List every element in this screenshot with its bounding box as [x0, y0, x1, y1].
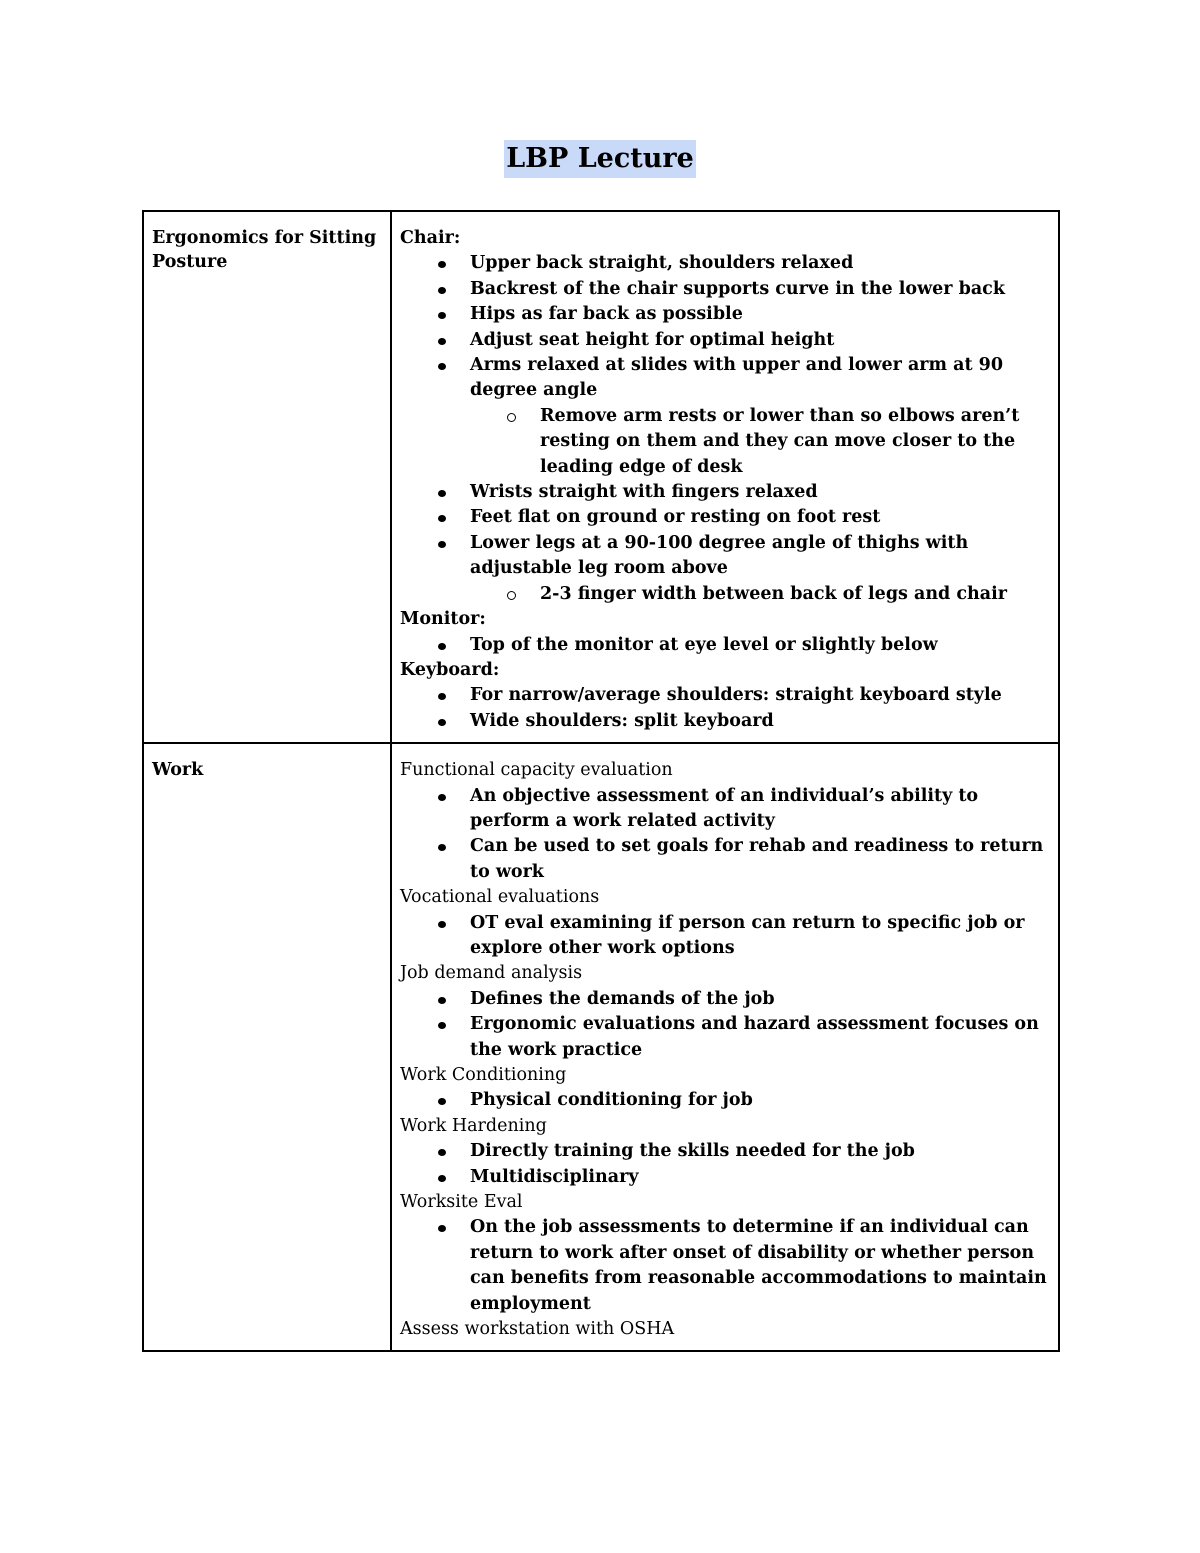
list-item-text: Wide shoulders: split keyboard — [470, 710, 774, 731]
page-title: LBP Lecture — [504, 140, 696, 178]
list-item — [400, 784, 1050, 835]
list-item-text: Physical conditioning for job — [470, 1090, 753, 1111]
list-item-text: Arms relaxed at slides with upper and lower arm at 90 degree angle — [470, 355, 1003, 401]
list-item — [400, 480, 1050, 505]
list-item — [400, 277, 1050, 302]
content-cell — [391, 743, 1059, 1351]
list-item-text: Upper back straight, shoulders relaxed — [470, 253, 854, 274]
list-item-text: Feet flat on ground or resting on foot rest — [470, 507, 881, 528]
section-heading: Functional capacity evaluation — [400, 760, 673, 781]
list-item — [400, 531, 1050, 607]
table-row — [143, 743, 1059, 1351]
topic-cell: Ergonomics for Sitting Posture — [143, 211, 391, 743]
list-item — [400, 353, 1050, 480]
list-item-text: For narrow/average shoulders: straight keyboard style — [470, 685, 1002, 706]
list-item-text: Adjust seat height for optimal height — [470, 329, 835, 350]
bullet-list — [400, 683, 1050, 734]
list-item — [400, 1139, 1050, 1164]
list-item — [400, 633, 1050, 658]
section-heading: Job demand analysis — [400, 963, 583, 984]
list-item — [400, 1088, 1050, 1113]
section-heading: Work Conditioning — [400, 1065, 567, 1085]
content-cell — [391, 211, 1059, 743]
list-item-text: Defines the demands of the job — [470, 988, 775, 1009]
bullet-list — [400, 987, 1050, 1063]
list-item-text: Directly training the skills needed for the job — [470, 1141, 915, 1162]
bullet-list — [400, 633, 1050, 658]
notes-table — [142, 210, 1060, 1352]
list-item-text: Multidisciplinary — [470, 1166, 639, 1187]
list-item-text: OT eval examining if person can return to specific job or explore other work options — [470, 912, 1025, 958]
section-heading: Monitor: — [400, 609, 486, 630]
list-item — [400, 987, 1050, 1012]
list-item — [400, 505, 1050, 530]
bullet-list — [400, 251, 1050, 607]
list-item — [400, 1165, 1050, 1190]
sub-bullet-list — [470, 582, 1050, 607]
list-item — [400, 834, 1050, 885]
sub-list-item: 2-3 finger width between back of legs and chair — [470, 582, 1050, 607]
list-item-text: Wrists straight with fingers relaxed — [470, 482, 818, 503]
section-heading: Vocational evaluations — [400, 887, 600, 908]
list-item — [400, 328, 1050, 353]
section-heading: Assess workstation with OSHA — [400, 1319, 675, 1340]
list-item-text: Can be used to set goals for rehab and readiness to return to work — [470, 836, 1044, 882]
list-item — [400, 683, 1050, 708]
section-heading: Chair: — [400, 228, 461, 248]
bullet-list — [400, 784, 1050, 886]
list-item — [400, 1215, 1050, 1317]
list-item-text: Backrest of the chair supports curve in the lower back — [470, 278, 1005, 299]
table-row — [143, 211, 1059, 743]
list-item-text: On the job assessments to determine if an individual can return to work after onset of disability or whether person can benefits from reasonable accommodations to maintain employment — [470, 1217, 1047, 1314]
sub-list-item: Remove arm rests or lower than so elbows aren’t resting on them and they can move closer to the leading edge of desk — [470, 404, 1050, 480]
list-item — [400, 302, 1050, 327]
list-item — [400, 709, 1050, 734]
topic-cell: Work — [143, 743, 391, 1351]
title-wrap — [0, 140, 1200, 178]
list-item-text: Hips as far back as possible — [470, 304, 743, 325]
section-heading: Work Hardening — [400, 1115, 547, 1136]
section-heading: Worksite Eval — [400, 1192, 523, 1213]
sub-bullet-list — [470, 404, 1050, 480]
bullet-list — [400, 1088, 1050, 1113]
list-item-text: An objective assessment of an individual’s ability to perform a work related activity — [470, 785, 979, 831]
notes-table-body — [143, 211, 1059, 1351]
list-item-text: Lower legs at a 90-100 degree angle of thighs with adjustable leg room above — [470, 532, 969, 579]
list-item-text: Ergonomic evaluations and hazard assessment focuses on the work practice — [470, 1014, 1039, 1060]
section-heading: Keyboard: — [400, 659, 500, 680]
bullet-list — [400, 911, 1050, 962]
bullet-list — [400, 1215, 1050, 1317]
list-item — [400, 1012, 1050, 1063]
list-item — [400, 251, 1050, 276]
bullet-list — [400, 1139, 1050, 1190]
list-item — [400, 911, 1050, 962]
list-item-text: Top of the monitor at eye level or slightly below — [470, 634, 938, 655]
